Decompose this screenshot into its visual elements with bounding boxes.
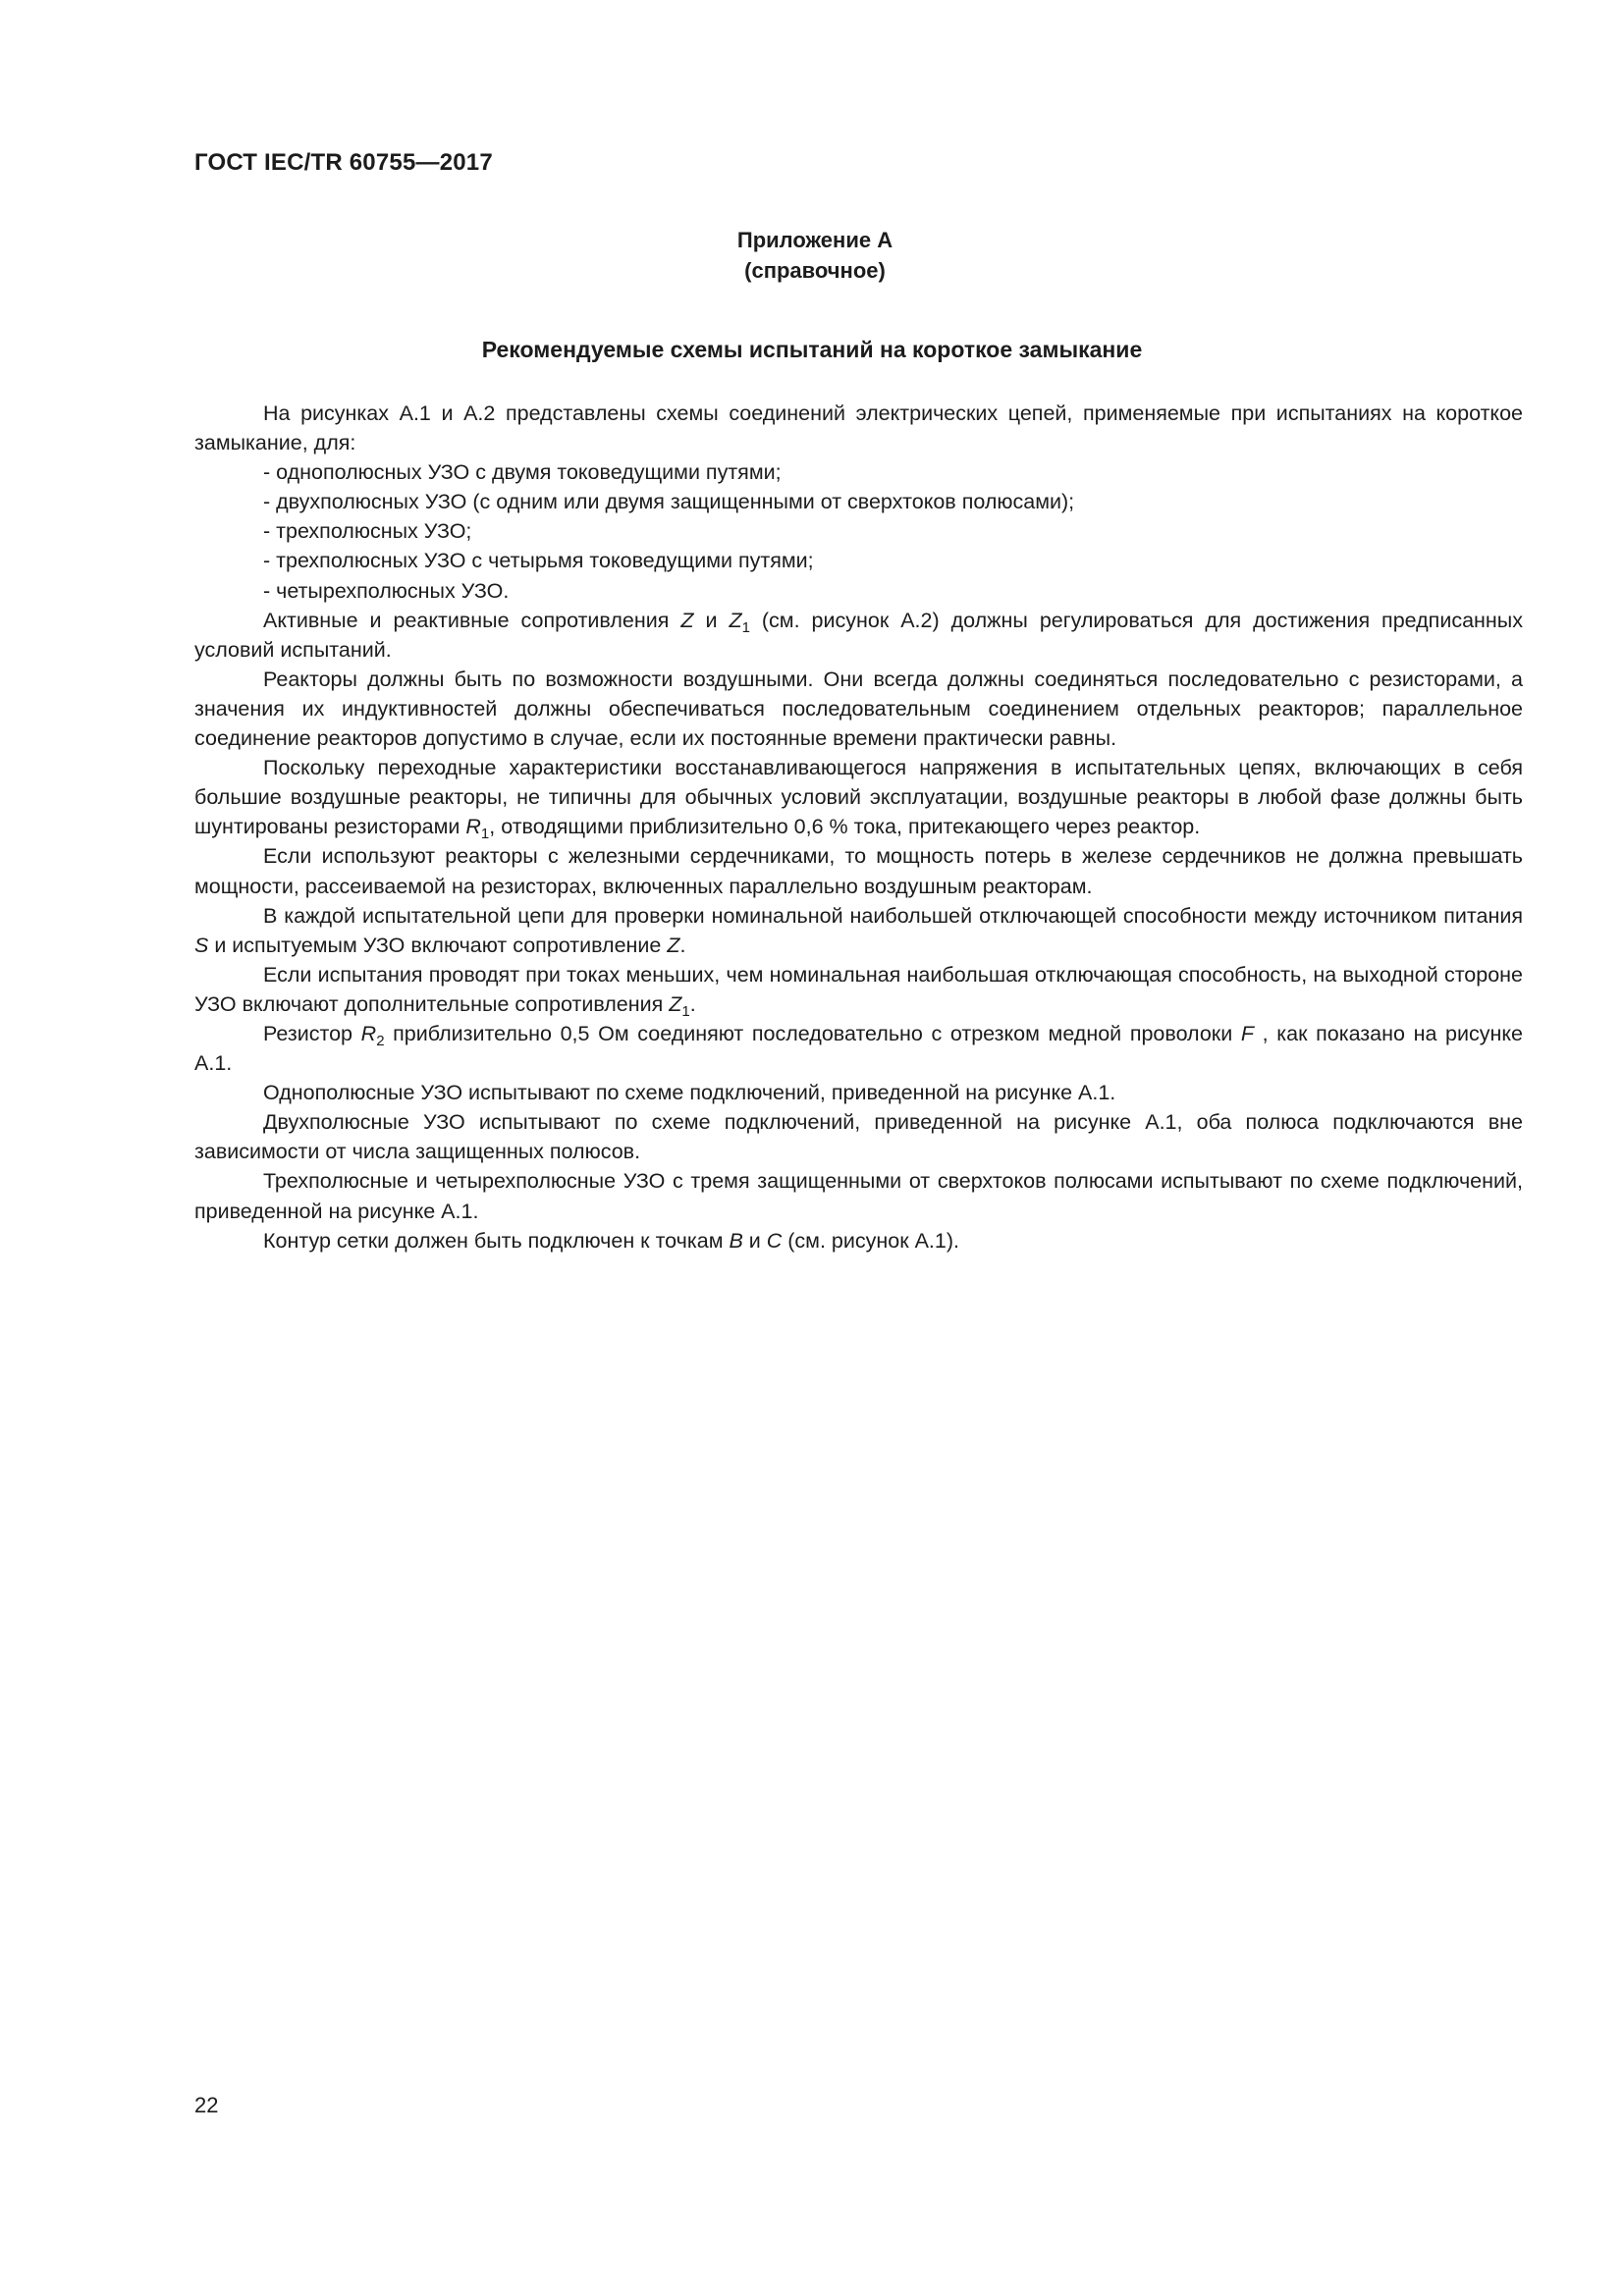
symbol-z: Z: [680, 608, 694, 632]
paragraph-single-pole: Однополюсные УЗО испытывают по схеме подключений, приведенной на рисунке А.1.: [263, 1081, 1116, 1105]
list-item: - трехполюсных УЗО с четырьмя токоведущими путями;: [263, 549, 814, 573]
paragraph-iron-cores: Если используют реакторы с железными сердечниками, то мощность потерь в железе сердечников не должна превышать мощности, рассеиваемой на резисторах, включенных параллельно воздушным реакторам.: [194, 844, 1523, 898]
symbol-f: F: [1240, 1021, 1254, 1045]
symbol-z1: Z: [669, 991, 682, 1016]
symbol-z1: Z: [729, 608, 742, 632]
annex-title: Приложение А: [736, 228, 893, 252]
paragraph-reactors: Реакторы должны быть по возможности воздушными. Они всегда должны соединяться последовательно с резисторами, а значения их индуктивностей должны обеспечиваться последовательным соединением отдельных реакторов; параллельное соединение реакторов допустимо в случае, если их постоянные времени практически равны.: [194, 667, 1523, 751]
body-text: [194, 399, 1523, 1255]
symbol-s: S: [194, 933, 209, 957]
paragraph-lower-currents: Если испытания проводят при токах меньших, чем номинальная наибольшая отключающая способность, на выходной стороне УЗО включают дополнительные сопротивления $Z_1$.: [194, 962, 1523, 1020]
section-title: Рекомендуемые схемы испытаний на короткое замыкание: [481, 337, 1143, 362]
document-code-header: ГОСТ IEC/TR 60755—2017: [194, 149, 493, 176]
symbol-r1: R: [465, 815, 481, 839]
symbol-point-c: C: [766, 1228, 783, 1253]
page-number: 22: [194, 2093, 219, 2117]
list-item: - однополюсных УЗО с двумя токоведущими путями;: [263, 460, 782, 485]
list-item: - двухполюсных УЗО (с одним или двумя защищенными от сверхтоков полюсами);: [263, 490, 1075, 514]
paragraph-resistor-r2: Резистор $R_2$ приблизительно 0,5 Ом соединяют последовательно с отрезком медной проволоки F , как показано на рисунке А.1.: [194, 1021, 1523, 1076]
paragraph-two-pole: Двухполюсные УЗО испытывают по схеме подключений, приведенной на рисунке А.1, оба полюса подключаются вне зависимости от числа защищенных полюсов.: [194, 1110, 1523, 1164]
paragraph-grid-contour: Контур сетки должен быть подключен к точкам B и C (см. рисунок А.1).: [263, 1228, 959, 1253]
paragraph-test-circuit: В каждой испытательной цепи для проверки номинальной наибольшей отключающей способности между источником питания S и испытуемым УЗО включают сопротивление Z.: [194, 903, 1523, 957]
annex-heading: [0, 225, 1624, 286]
annex-subtitle: (справочное): [744, 258, 886, 283]
paragraph-transient: Поскольку переходные характеристики восстанавливающегося напряжения в испытательных цепях, включающих в себя большие воздушные реакторы, не типичны для обычных условий эксплуатации, воздушные реакторы в любой фазе должны быть шунтированы резисторами $R_1$, отводящими приблизительно 0,6 % тока, притекающего через реактор.: [194, 756, 1523, 843]
symbol-r2: R: [360, 1021, 377, 1045]
symbol-z: Z: [667, 933, 680, 957]
paragraph-impedances: Активные и реактивные сопротивления Z и $Z_1$ (см. рисунок А.2) должны регулироваться для достижения предписанных условий испытаний.: [194, 608, 1523, 662]
paragraph-three-four-pole: Трехполюсные и четырехполюсные УЗО с тремя защищенными от сверхтоков полюсами испытывают по схеме подключений, приведенной на рисунке А.1.: [194, 1169, 1523, 1223]
list-item: - трехполюсных УЗО;: [263, 519, 472, 544]
list-item: - четырехполюсных УЗО.: [263, 578, 510, 603]
symbol-point-b: B: [729, 1228, 743, 1253]
paragraph-intro: На рисунках А.1 и А.2 представлены схемы соединений электрических цепей, применяемые при испытаниях на короткое замыкание, для:: [194, 401, 1523, 455]
